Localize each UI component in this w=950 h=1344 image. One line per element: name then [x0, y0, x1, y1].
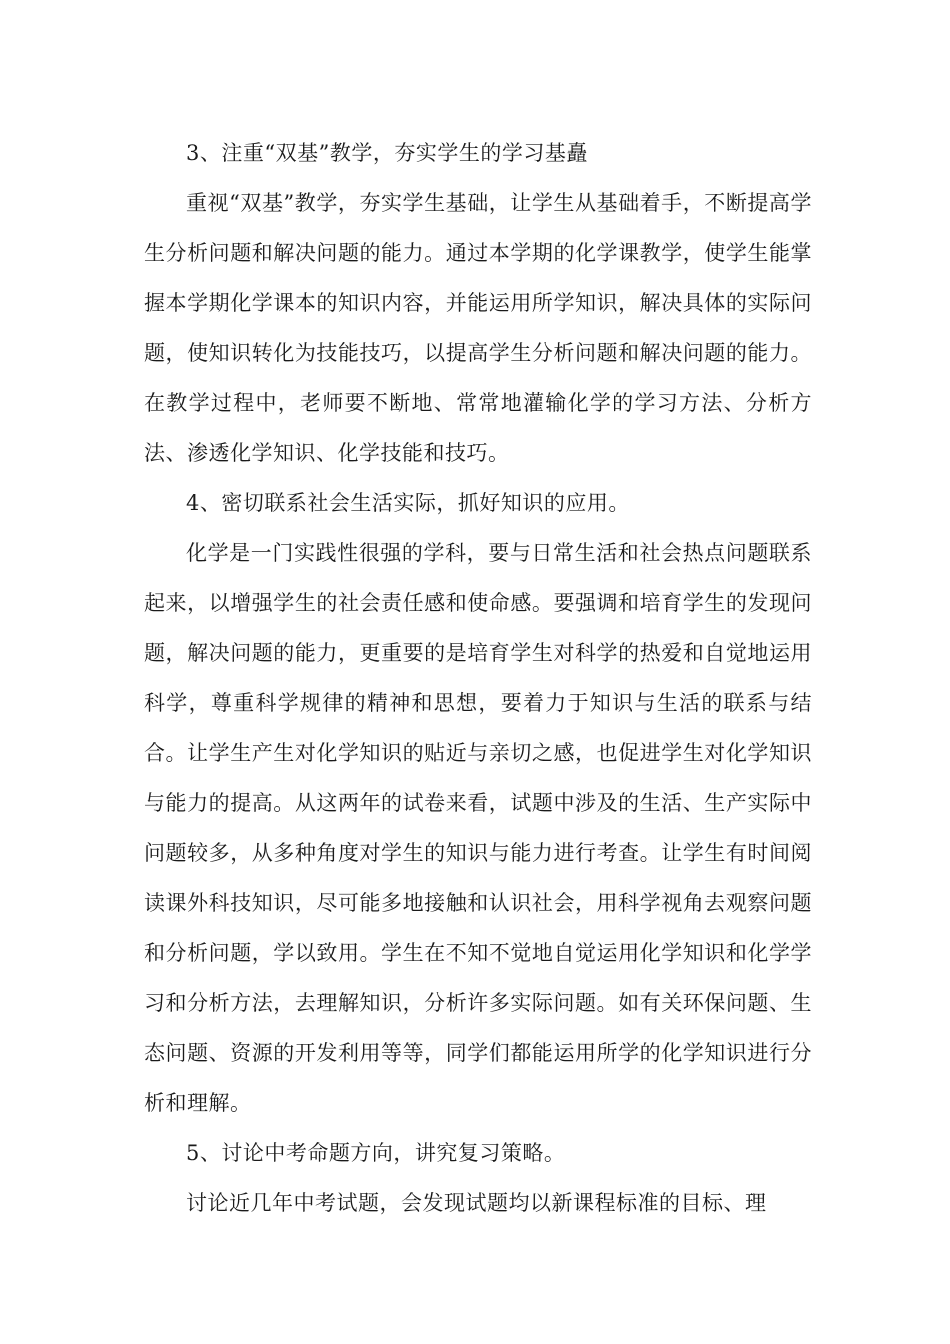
section-paragraph: 重视“双基”教学，夯实学生基础，让学生从基础着手，不断提高学生分析问题和解决问题的能力。通过本学期的化学课教学，使学生能掌握本学期化学课本的知识内容，并能运用所学知识，解决具体的实际问题，使知识转化为技能技巧，以提高学生分析问题和解决问题的能力。在教学过程中，老师要不断地、常常地灌输化学的学习方法、分析方法、渗透化学知识、化学技能和技巧。	[144, 191, 812, 465]
section-paragraph: 化学是一门实践性很强的学科，要与日常生活和社会热点问题联系起来，以增强学生的社会责任感和使命感。要强调和培育学生的发现问题，解决问题的能力，更重要的是培育学生对科学的热爱和自觉地运用科学，尊重科学规律的精神和思想，要着力于知识与生活的联系与结合。让学生产生对化学知识的贴近与亲切之感，也促进学生对化学知识与能力的提高。从这两年的试卷来看，试题中涉及的生活、生产实际中问题较多，从多种角度对学生的知识与能力进行考查。让学生有时间阅读课外科技知识，尽可能多地接触和认识社会，用科学视角去观察问题和分析问题，学以致用。学生在不知不觉地自觉运用化学知识和化学学习和分析方法，去理解知识，分析许多实际问题。如有关环保问题、生态问题、资源的开发利用等等，同学们都能运用所学的化学知识进行分析和理解。	[144, 541, 812, 1115]
section-paragraph: 讨论近几年中考试题，会发现试题均以新课程标准的目标、理	[186, 1191, 767, 1215]
section-heading: 5、讨论中考命题方向，讲究复习策略。	[186, 1141, 566, 1165]
section-heading: 3、注重“双基”教学，夯实学生的学习基矗	[186, 141, 588, 165]
section-heading: 4、密切联系社会生活实际，抓好知识的应用。	[186, 491, 630, 515]
document-content	[144, 128, 812, 1228]
